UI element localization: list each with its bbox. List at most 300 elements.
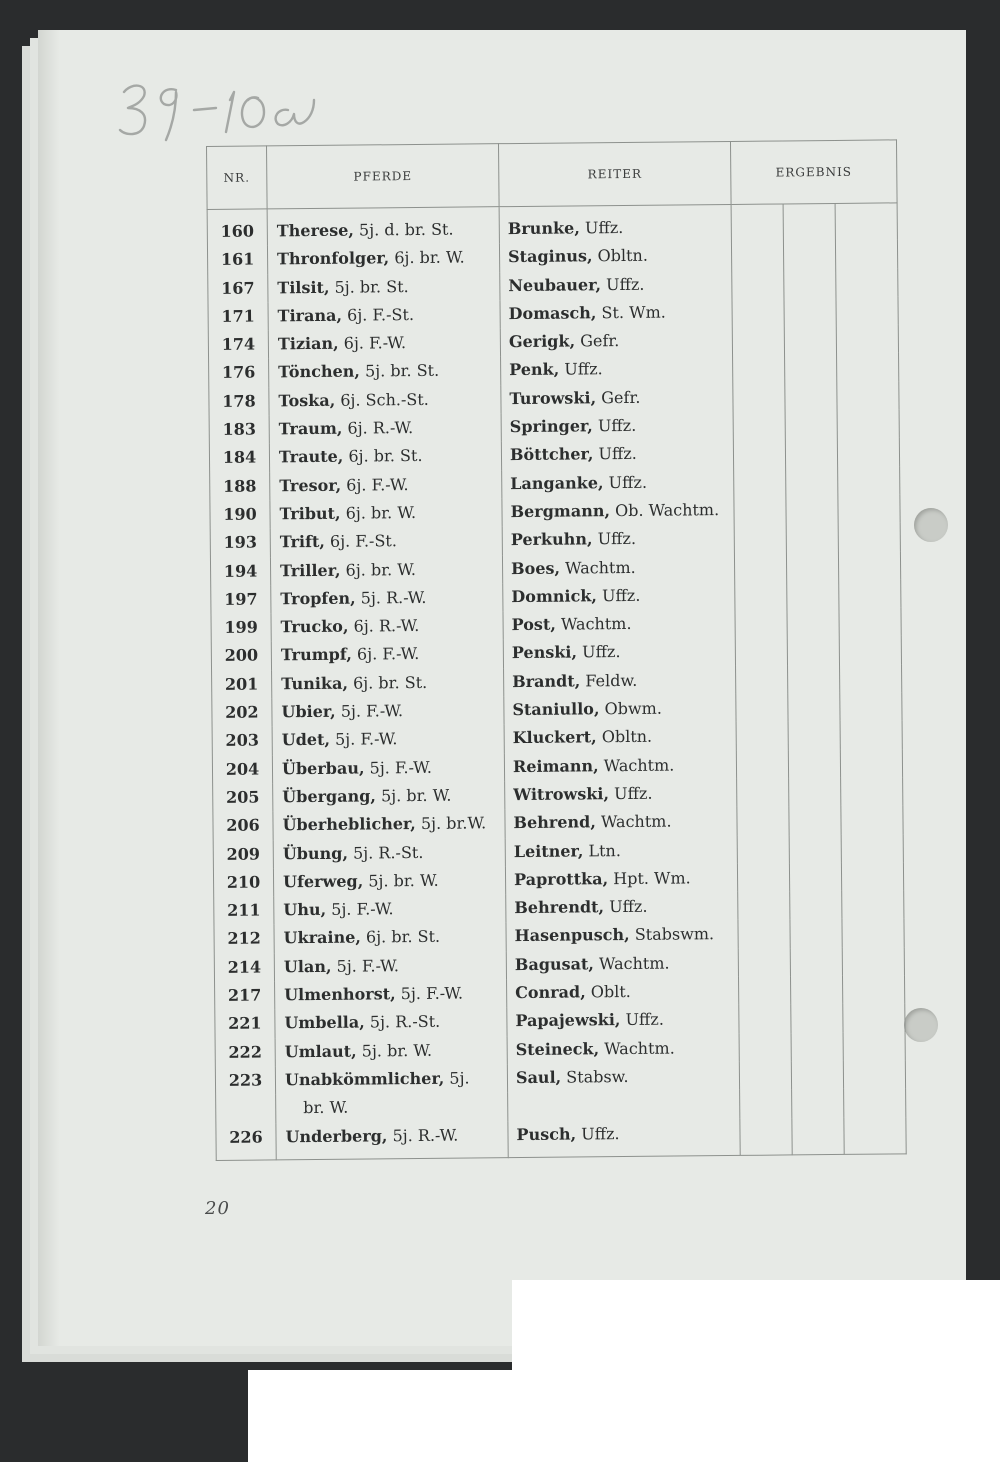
rider-rank: Obwm. xyxy=(604,698,662,719)
result-cell xyxy=(784,325,836,354)
rider-rank: Ob. Wachtm. xyxy=(614,500,720,521)
result-cell xyxy=(838,494,900,523)
result-cell xyxy=(736,722,788,751)
rider-name: Staginus, xyxy=(507,246,593,267)
result-cell xyxy=(837,353,899,382)
table-header-row xyxy=(207,140,898,210)
blank-overlay xyxy=(512,1280,1000,1462)
entry-number: 174 xyxy=(208,331,268,360)
rider-name: Langanke, xyxy=(510,472,604,493)
result-cell xyxy=(737,863,789,892)
result-cell xyxy=(840,664,902,693)
horse-description: 5j. R.-St. xyxy=(352,842,424,863)
entry-number: 206 xyxy=(213,812,273,841)
result-cell xyxy=(736,665,788,694)
result-cell xyxy=(784,297,836,326)
rider-rank: Uffz. xyxy=(605,274,645,294)
rider-name: Reimann, xyxy=(512,755,599,776)
result-cell xyxy=(734,524,786,553)
rider-rank: Stabsw. xyxy=(566,1066,629,1087)
result-cell xyxy=(789,863,841,892)
horse-cell xyxy=(267,243,499,274)
result-cell xyxy=(792,1117,844,1154)
result-cell xyxy=(731,241,783,270)
rider-rank: Uffz. xyxy=(598,444,637,464)
horse-description: 5j. R.-St. xyxy=(369,1012,441,1032)
entry-number: 205 xyxy=(213,783,273,812)
entry-number: 188 xyxy=(210,472,270,501)
rider-rank: Obltn. xyxy=(601,727,653,747)
rider-name: Gerigk, xyxy=(508,331,576,352)
entry-number: 161 xyxy=(207,246,267,275)
entry-number: 204 xyxy=(212,755,272,784)
entry-number: 223 xyxy=(215,1066,275,1095)
rider-name: Behrendt, xyxy=(514,897,605,918)
rider-name: Bergmann, xyxy=(510,501,611,522)
rider-name: Perkuhn, xyxy=(510,529,593,550)
result-cell xyxy=(841,834,903,863)
horse-cell xyxy=(273,781,505,812)
rider-cell xyxy=(504,694,736,725)
horse-name: Uhu, xyxy=(283,900,327,920)
horse-description: 5j. F.-W. xyxy=(369,757,432,778)
result-cell xyxy=(785,353,837,382)
result-cell xyxy=(790,919,842,948)
column-header-horses: PFERDE xyxy=(267,144,500,209)
rider-name: Witrowski, xyxy=(513,784,610,805)
horse-description: 6j. F.-W. xyxy=(356,644,420,665)
result-cell xyxy=(791,1061,843,1090)
rider-cell xyxy=(499,204,731,243)
horse-cell xyxy=(269,442,501,473)
horse-description: 5j. d. br. St. xyxy=(358,219,454,240)
result-cell xyxy=(731,204,783,241)
rider-rank: Hpt. Wm. xyxy=(613,868,691,888)
result-cell xyxy=(790,948,842,977)
result-cell xyxy=(842,919,904,948)
result-cell xyxy=(735,637,787,666)
rider-rank: Uffz. xyxy=(609,896,648,917)
rider-name: Domasch, xyxy=(508,303,597,323)
rider-name: Domnick, xyxy=(511,586,598,606)
horse-description: 6j. R.-W. xyxy=(353,616,420,636)
horse-cell xyxy=(271,583,503,614)
entry-number: 217 xyxy=(215,981,275,1010)
horse-name: Überbau, xyxy=(281,758,365,778)
horse-name: Unabkömmlicher, xyxy=(284,1068,445,1090)
entry-number: 203 xyxy=(212,727,272,756)
rider-cell xyxy=(502,468,734,499)
horse-description: 6j. br. St. xyxy=(352,672,428,693)
rider-cell xyxy=(503,637,735,668)
result-cell xyxy=(788,665,840,694)
horse-description: 5j. br. W. xyxy=(368,870,439,891)
horse-name: Tizian, xyxy=(277,333,339,354)
result-cell xyxy=(842,975,904,1004)
horse-cell xyxy=(267,207,499,246)
horse-description: 6j. Sch.-St. xyxy=(340,389,429,410)
result-cell xyxy=(787,580,839,609)
horse-description: 5j. F.-W. xyxy=(400,983,464,1004)
horse-cell xyxy=(275,1007,507,1038)
horse-cell xyxy=(269,385,501,416)
horse-cell xyxy=(273,838,505,869)
rider-rank: Obltn. xyxy=(597,246,648,266)
horse-name: Übung, xyxy=(282,843,349,863)
horse-name: Uferweg, xyxy=(282,871,364,892)
horse-cell xyxy=(272,753,504,784)
horse-name: Umbella, xyxy=(284,1012,365,1033)
rider-rank: Gefr. xyxy=(601,387,641,407)
result-cell xyxy=(790,976,842,1005)
rider-cell xyxy=(507,1062,739,1093)
horse-description: 6j. F.-St. xyxy=(329,531,397,552)
rider-cell xyxy=(506,949,738,980)
rider-rank: Uffz. xyxy=(597,529,637,549)
rider-name: Springer, xyxy=(509,416,593,437)
result-cell xyxy=(841,806,903,835)
result-cell xyxy=(835,203,897,240)
result-cell xyxy=(786,552,838,581)
result-cell xyxy=(837,438,899,467)
result-cell xyxy=(836,268,898,297)
rider-cell xyxy=(505,835,737,866)
result-cell xyxy=(732,297,784,326)
result-cell xyxy=(786,467,838,496)
result-cell xyxy=(844,1117,906,1154)
rider-rank: Ltn. xyxy=(588,840,621,860)
result-cell xyxy=(740,1090,792,1119)
horse-cell xyxy=(269,413,501,444)
result-cell xyxy=(790,891,842,920)
rider-cell xyxy=(506,920,738,951)
result-cell xyxy=(737,835,789,864)
entry-number: 210 xyxy=(213,868,273,897)
rider-name: Turowski, xyxy=(509,388,597,408)
rider-cell xyxy=(500,298,732,329)
rider-name: Staniullo, xyxy=(512,699,600,720)
horse-description: 5j. F.-W. xyxy=(331,899,394,919)
rider-cell xyxy=(500,326,732,357)
rider-rank: Uffz. xyxy=(582,642,621,662)
entry-number: 183 xyxy=(209,415,269,444)
column-header-result: ERGEBNIS xyxy=(730,140,897,205)
rider-rank: Uffz. xyxy=(614,783,653,804)
entry-number: 193 xyxy=(210,529,270,558)
horse-description: 5j. R.-W. xyxy=(360,587,427,608)
horse-cell xyxy=(269,357,501,388)
blank-overlay xyxy=(248,1370,512,1462)
entry-number: 194 xyxy=(210,557,270,586)
horse-name: Tropfen, xyxy=(280,588,356,609)
rider-cell xyxy=(501,411,733,442)
rider-name: Neubauer, xyxy=(508,274,602,295)
horse-cell xyxy=(275,979,507,1010)
page-number: 20 xyxy=(205,1198,230,1219)
rider-cell xyxy=(507,1034,739,1065)
result-cell xyxy=(734,552,786,581)
result-cell xyxy=(785,382,837,411)
entry-number: 222 xyxy=(215,1038,275,1067)
rider-name: Bagusat, xyxy=(514,954,595,974)
result-cell xyxy=(784,269,836,298)
horse-name: Tribut, xyxy=(279,503,341,524)
horse-cell xyxy=(270,526,502,557)
entry-number: 160 xyxy=(207,209,267,246)
rider-name: Post, xyxy=(511,614,556,635)
result-cell xyxy=(740,1118,792,1155)
rider-cell xyxy=(504,666,736,697)
rider-cell xyxy=(508,1090,740,1121)
rider-cell xyxy=(501,383,733,414)
horse-description: 5j. F.-W. xyxy=(340,701,404,721)
result-cell xyxy=(788,693,840,722)
horse-cell xyxy=(276,1121,508,1160)
entry-number: 200 xyxy=(211,642,271,671)
rider-cell xyxy=(502,496,734,527)
rider-cell xyxy=(502,553,734,584)
result-cell xyxy=(787,636,839,665)
horse-name: Tönchen, xyxy=(278,362,361,382)
horse-description: 5j. R.-W. xyxy=(392,1125,459,1145)
horse-name: Therese, xyxy=(276,220,354,241)
result-cell xyxy=(739,1061,791,1090)
result-cell xyxy=(735,580,787,609)
horse-cell xyxy=(272,668,504,699)
result-cell xyxy=(837,381,899,410)
punch-hole xyxy=(904,1008,938,1042)
entry-number: 212 xyxy=(214,925,274,954)
column-header-riders: REITER xyxy=(498,141,731,206)
result-cell xyxy=(733,354,785,383)
horse-description: 5j. br. W. xyxy=(380,785,452,806)
rider-rank: Uffz. xyxy=(601,585,641,606)
result-cell xyxy=(738,920,790,949)
handwritten-note xyxy=(118,70,318,150)
result-cell xyxy=(733,411,785,440)
rider-cell xyxy=(503,581,735,612)
horse-cell xyxy=(270,498,502,529)
rider-rank: Wachtm. xyxy=(565,557,636,578)
rider-name: Conrad, xyxy=(515,982,586,1003)
result-cell xyxy=(736,750,788,779)
result-cell xyxy=(783,203,835,240)
result-cell xyxy=(843,1060,905,1089)
horse-name: Tilsit, xyxy=(277,277,330,297)
result-cell xyxy=(732,326,784,355)
rider-rank: Uffz. xyxy=(581,1123,620,1143)
result-cell xyxy=(739,1033,791,1062)
entry-number: 167 xyxy=(208,274,268,303)
rider-cell xyxy=(504,722,736,753)
horse-cell xyxy=(271,611,503,642)
horse-description: 6j. F.-W. xyxy=(343,333,407,353)
rider-name: Brandt, xyxy=(512,671,581,691)
result-cell xyxy=(786,523,838,552)
horse-cell xyxy=(274,894,506,925)
entry-number: 202 xyxy=(212,698,272,727)
entry-number: 190 xyxy=(210,500,270,529)
horse-cell xyxy=(274,923,506,954)
rider-name: Penski, xyxy=(511,642,578,663)
rider-rank: Wachtm. xyxy=(603,755,675,775)
result-cell xyxy=(792,1089,844,1118)
horse-cell xyxy=(276,1092,508,1123)
entry-number: 197 xyxy=(211,585,271,614)
rider-name: Brunke, xyxy=(507,218,580,239)
horse-name: Ulan, xyxy=(283,956,332,977)
result-cell xyxy=(734,495,786,524)
horse-description: 6j. br. W. xyxy=(345,502,417,523)
entry-number: 171 xyxy=(208,302,268,331)
entry-number: 211 xyxy=(214,897,274,926)
result-cell xyxy=(739,976,791,1005)
horse-name: Trumpf, xyxy=(280,645,353,665)
result-cell xyxy=(791,1004,843,1033)
result-cell xyxy=(785,410,837,439)
result-cell xyxy=(840,749,902,778)
rider-rank: Uffz. xyxy=(625,1009,664,1030)
result-cell xyxy=(732,269,784,298)
result-cell xyxy=(836,325,898,354)
result-cell xyxy=(733,439,785,468)
entry-number: 199 xyxy=(211,614,271,643)
result-cell xyxy=(840,692,902,721)
result-cell xyxy=(842,890,904,919)
horse-description: 5j. F.-W. xyxy=(334,729,398,750)
rider-rank: Uffz. xyxy=(564,359,603,380)
rider-cell xyxy=(507,977,739,1008)
horse-name: Tirana, xyxy=(277,305,343,326)
rider-cell xyxy=(501,354,733,385)
result-cell xyxy=(738,948,790,977)
result-cell xyxy=(734,467,786,496)
horse-cell xyxy=(271,640,503,671)
result-cell xyxy=(841,862,903,891)
horse-cell xyxy=(273,809,505,840)
result-cell xyxy=(783,240,835,269)
rider-rank: Uffz. xyxy=(608,472,648,492)
result-cell xyxy=(787,608,839,637)
result-cell xyxy=(737,807,789,836)
result-cell xyxy=(840,721,902,750)
entry-number: 214 xyxy=(214,953,274,982)
horse-name: Traute, xyxy=(278,447,344,467)
result-cell xyxy=(844,1089,906,1118)
rider-cell xyxy=(499,241,731,272)
rider-name: Papajewski, xyxy=(515,1010,621,1031)
rider-cell xyxy=(504,751,736,782)
rider-cell xyxy=(508,1118,740,1157)
result-cell xyxy=(841,777,903,806)
rider-name: Boes, xyxy=(510,558,561,578)
horse-cell xyxy=(270,470,502,501)
rider-rank: Wachtm. xyxy=(560,614,632,634)
entry-number xyxy=(216,1095,276,1124)
horse-name: Ulmenhorst, xyxy=(284,984,396,1005)
rider-name: Hasenpusch, xyxy=(514,925,630,946)
result-cell xyxy=(786,495,838,524)
result-cell xyxy=(843,1004,905,1033)
rider-rank: Wachtm. xyxy=(604,1038,675,1058)
horse-description: br. W. xyxy=(303,1097,349,1118)
rider-rank: Uffz. xyxy=(597,415,637,436)
horse-name: Trift, xyxy=(279,532,325,552)
horse-cell xyxy=(270,555,502,586)
result-cell xyxy=(839,636,901,665)
rider-name: Leitner, xyxy=(513,840,584,861)
rider-cell xyxy=(505,864,737,895)
result-cell xyxy=(836,296,898,325)
result-cell xyxy=(843,1032,905,1061)
rider-cell xyxy=(500,270,732,301)
horse-description: 5j. xyxy=(449,1068,470,1088)
horse-name: Triller, xyxy=(279,560,341,580)
horse-cell xyxy=(275,1036,507,1067)
result-cell xyxy=(788,750,840,779)
table-row xyxy=(216,1117,906,1160)
entry-number: 201 xyxy=(212,670,272,699)
horse-cell xyxy=(268,328,500,359)
rider-name: Penk, xyxy=(509,360,560,380)
result-cell xyxy=(838,551,900,580)
rider-rank: St. Wm. xyxy=(601,302,666,323)
rider-cell xyxy=(505,779,737,810)
entry-number: 226 xyxy=(216,1123,276,1160)
horse-name: Traum, xyxy=(278,418,343,439)
horse-name: Underberg, xyxy=(285,1125,388,1146)
horse-cell xyxy=(268,300,500,331)
rider-name: Pusch, xyxy=(516,1123,577,1144)
horse-cell xyxy=(274,951,506,982)
result-cell xyxy=(838,523,900,552)
rider-name: Paprottka, xyxy=(513,869,609,889)
horse-description: 5j. br.W. xyxy=(420,813,487,834)
result-cell xyxy=(789,778,841,807)
result-cell xyxy=(839,608,901,637)
rider-rank: Wachtm. xyxy=(598,953,670,973)
horse-description: 6j. R.-W. xyxy=(347,418,414,438)
rider-rank: Gefr. xyxy=(580,331,620,351)
horse-name: Udet, xyxy=(281,730,331,750)
horse-description: 5j. br. W. xyxy=(361,1040,433,1061)
horse-name: Tunika, xyxy=(281,673,349,694)
horse-name: Umlaut, xyxy=(284,1041,357,1061)
result-cell xyxy=(739,1005,791,1034)
rider-name: Behrend, xyxy=(513,812,596,833)
rider-rank: Feldw. xyxy=(585,670,638,691)
horse-description: 6j. br. W. xyxy=(345,559,417,580)
rider-cell xyxy=(501,439,733,470)
horse-description: 6j. F.-St. xyxy=(346,304,415,325)
rider-name: Böttcher, xyxy=(509,444,594,465)
result-cell xyxy=(736,693,788,722)
result-cell xyxy=(785,438,837,467)
rider-rank: Stabswm. xyxy=(634,924,715,945)
result-cell xyxy=(839,579,901,608)
column-header-nr: NR. xyxy=(207,146,268,210)
horse-cell xyxy=(275,1064,507,1095)
horse-cell xyxy=(272,725,504,756)
horse-cell xyxy=(268,272,500,303)
rider-rank: Oblt. xyxy=(590,981,631,1002)
horse-name: Trucko, xyxy=(280,616,349,637)
horse-description: 5j. br. St. xyxy=(364,361,440,381)
horse-description: 6j. br. W. xyxy=(394,247,465,268)
rider-cell xyxy=(507,1005,739,1036)
horse-name: Tresor, xyxy=(279,475,342,495)
horse-name: Ukraine, xyxy=(283,927,361,948)
